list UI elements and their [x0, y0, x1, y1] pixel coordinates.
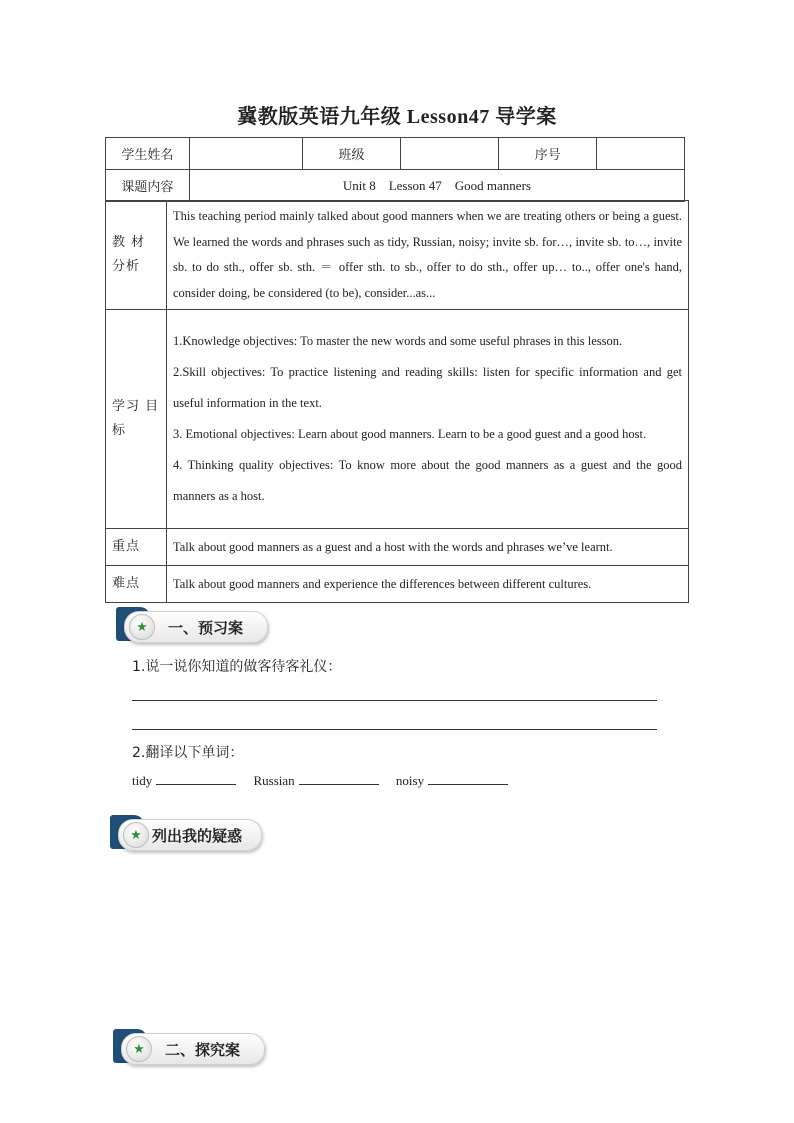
explore-badge-text: 二、探究案 [165, 1041, 241, 1059]
key-label: 重点 [106, 529, 167, 566]
vocab-blank[interactable] [156, 772, 236, 785]
objective-item: 4. Thinking quality objectives: To know more about the good manners as a guest and the good manners as a host. [173, 458, 682, 503]
topic-label: 课题内容 [106, 170, 190, 202]
difficult-text: Talk about good manners and experience the differences between different cultures. [167, 566, 689, 603]
preview-section-badge [116, 607, 268, 643]
number-label: 序号 [499, 138, 597, 170]
vocab-blank[interactable] [299, 772, 379, 785]
runner-icon: ★ [129, 614, 155, 640]
student-name-field[interactable] [189, 138, 302, 170]
student-info-table [105, 137, 685, 202]
preview-question-2: 2.翻译以下单词： [132, 745, 244, 761]
preview-badge-text: 一、预习案 [168, 619, 244, 637]
vocab-item: tidy [132, 773, 236, 788]
objectives-label: 学习 目标 [106, 310, 167, 529]
document-title: 冀教版英语九年级 Lesson47 导学案 [237, 106, 557, 128]
student-name-label: 学生姓名 [106, 138, 190, 170]
objective-item: 3. Emotional objectives: Learn about good manners. Learn to be a good guest and a good host. [173, 427, 647, 441]
difficult-label: 难点 [106, 566, 167, 603]
runner-icon: ★ [126, 1036, 152, 1062]
objective-item: 1.Knowledge objectives: To master the new words and some useful phrases in this lesson. [173, 334, 623, 348]
objectives-list [167, 310, 689, 529]
vocab-list [132, 772, 522, 789]
objective-item: 2.Skill objectives: To practice listening and reading skills: listen for specific information and get useful information in the text. [173, 365, 682, 410]
lesson-plan-table [105, 200, 689, 603]
analysis-text: This teaching period mainly talked about good manners when we are treating others or being a guest. We learned the words and phrases such as tidy, Russian, noisy; invite sb. for…, invite sb. to…, invite sb. to do sth., offer sb. sth. ＝ offer sth. to sb., offer to do sth., offer up… to.., offer one's hand, consider doing, be considered (to be), consider...as... [167, 201, 689, 310]
doubts-section-badge [110, 815, 262, 851]
explore-section-badge [113, 1029, 265, 1065]
vocab-blank[interactable] [428, 772, 508, 785]
vocab-item: Russian [253, 773, 378, 788]
class-field[interactable] [401, 138, 499, 170]
number-field[interactable] [597, 138, 685, 170]
preview-question-1: 1.说一说你知道的做客待客礼仪： [132, 659, 342, 675]
answer-line[interactable] [132, 729, 657, 730]
vocab-item: noisy [396, 773, 508, 788]
analysis-label: 教 材 分析 [106, 201, 167, 310]
topic-value: Unit 8 Lesson 47 Good manners [189, 170, 684, 202]
runner-icon: ★ [123, 822, 149, 848]
doubts-badge-text: 列出我的疑惑 [152, 827, 243, 845]
key-text: Talk about good manners as a guest and a host with the words and phrases we’ve learnt. [167, 529, 689, 566]
answer-line[interactable] [132, 700, 657, 701]
class-label: 班级 [302, 138, 401, 170]
